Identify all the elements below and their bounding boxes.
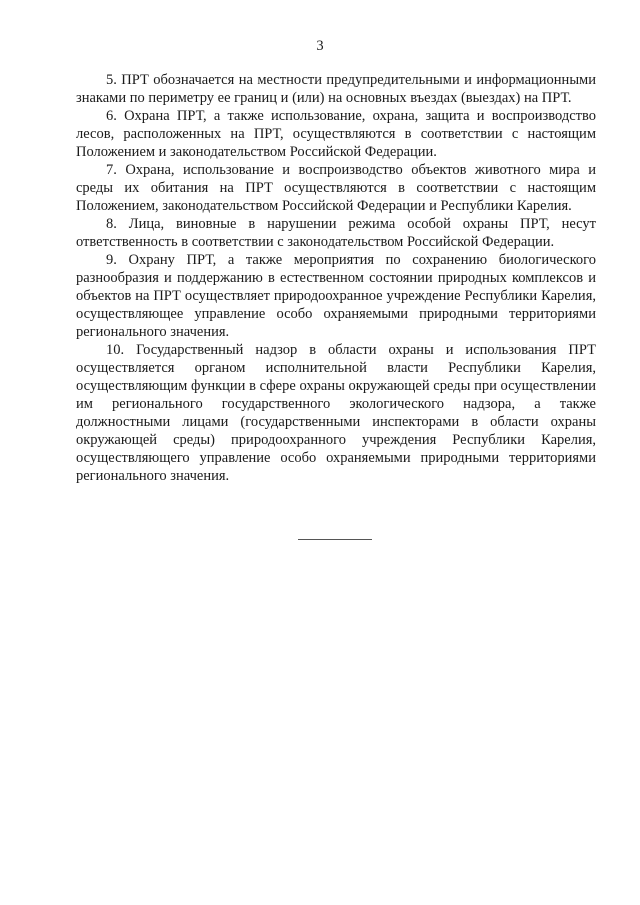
paragraph-9: 9. Охрану ПРТ, а также мероприятия по сохранению биологического разнообразия и поддержанию в естественном состоянии природных комплексов и объектов на ПРТ осуществляет природоохранное учреждение Республики Карелия, осуществляющее управление особо охраняемыми природными территориями регионального значения.	[76, 252, 596, 340]
document-body	[76, 71, 596, 485]
page-number: 3	[316, 38, 324, 54]
paragraph-5: 5. ПРТ обозначается на местности предупредительными и информационными знаками по периметру ее границ и (или) на основных въездах (выездах) на ПРТ.	[76, 72, 596, 106]
paragraph-6: 6. Охрана ПРТ, а также использование, охрана, защита и воспроизводство лесов, расположенных на ПРТ, осуществляются в соответствии с настоящим Положением и законодательством Российской Федерации.	[76, 108, 596, 160]
paragraph-8: 8. Лица, виновные в нарушении режима особой охраны ПРТ, несут ответственность в соответствии с законодательством Российской Федерации.	[76, 216, 596, 250]
paragraph-10: 10. Государственный надзор в области охраны и использования ПРТ осуществляется органом исполнительной власти Республики Карелия, осуществляющим функции в сфере охраны окружающей среды при осуществлении им регионального государственного экологического надзора, а также должностными лицами (государственными инспекторами в области охраны окружающей среды) природоохранного учреждения Республики Карелия, осуществляющего управление особо охраняемыми природными территориями регионального значения.	[76, 342, 596, 484]
end-separator-line	[298, 539, 372, 540]
paragraph-7: 7. Охрана, использование и воспроизводство объектов животного мира и среды их обитания на ПРТ осуществляются в соответствии с настоящим Положением, законодательством Российской Федерации и Республики Карелия.	[76, 162, 596, 214]
